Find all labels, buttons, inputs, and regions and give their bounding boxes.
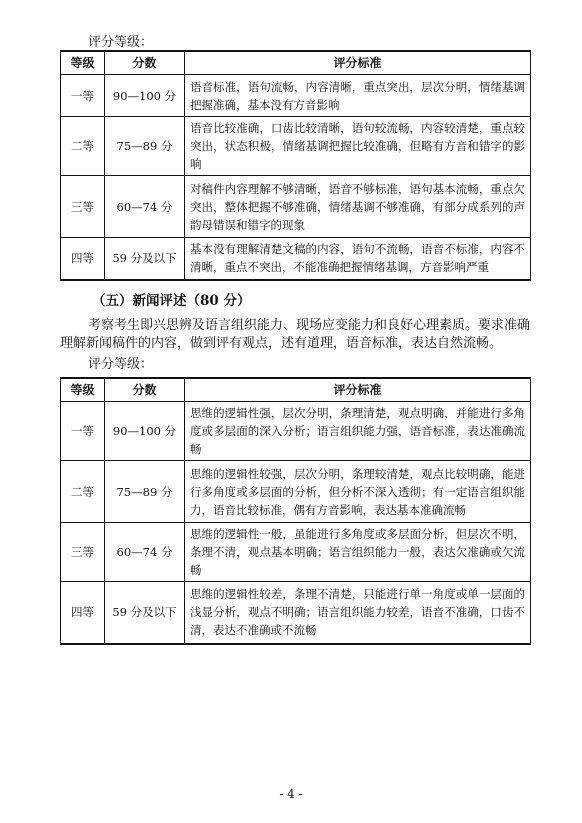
score-cell: 90—100 分 [105, 75, 185, 117]
score-cell: 75—89 分 [105, 117, 185, 176]
criteria-cell: 思维的逻辑性较差，条理不清楚，只能进行单一角度或单一层面的浅显分析，观点不明确；语言组织能力较差，语音不准确，口齿不清，表达不准确或不流畅 [185, 582, 531, 644]
grading-levels-label: 评分等级： [88, 357, 154, 372]
column-header-criteria: 评分标准 [185, 51, 531, 75]
news-commentary-rubric-table [60, 377, 531, 645]
table-row [61, 75, 531, 117]
level-cell: 三等 [61, 523, 105, 582]
criteria-cell: 思维的逻辑性一般，虽能进行多角度或多层面分析，但层次不明，条理不清，观点基本明确；语言组织能力一般，表达欠准确或欠流畅 [185, 523, 531, 582]
column-header-score: 分数 [105, 51, 185, 75]
section-heading: （五）新闻评述（80 分） [92, 293, 251, 309]
section-description: 考察考生即兴思辨及语言组织能力、现场应变能力和良好心理素质。要求准确理解新闻稿件的内容，做到评有观点，述有道理，语音标准，表达自然流畅。 [60, 318, 531, 351]
criteria-cell: 语音标准，语句流畅，内容清晰，重点突出，层次分明，情绪基调把握准确，基本没有方音影响 [185, 75, 531, 117]
level-cell: 四等 [61, 582, 105, 644]
level-cell: 二等 [61, 461, 105, 523]
level-cell: 四等 [61, 238, 105, 280]
table-row [61, 176, 531, 238]
column-header-level: 等级 [61, 51, 105, 75]
table-header-row [61, 51, 531, 75]
column-header-score: 分数 [105, 378, 185, 402]
table-row [61, 523, 531, 582]
criteria-cell: 思维的逻辑性较强，层次分明，条理较清楚，观点比较明确，能进行多角度或多层面的分析，但分析不深入透彻；有一定语言组织能力，语音比较标准，偶有方音影响，表达基本准确流畅 [185, 461, 531, 523]
table-row [61, 461, 531, 523]
score-cell: 75—89 分 [105, 461, 185, 523]
level-cell: 二等 [61, 117, 105, 176]
column-header-level: 等级 [61, 378, 105, 402]
level-cell: 一等 [61, 75, 105, 117]
score-cell: 59 分及以下 [105, 582, 185, 644]
table-row [61, 582, 531, 644]
criteria-cell: 语音比较准确，口齿比较清晰，语句较流畅，内容较清楚，重点较突出，状态积极，情绪基调把握比较准确，但略有方音和错字的影响 [185, 117, 531, 176]
score-cell: 59 分及以下 [105, 238, 185, 280]
reading-rubric-table [60, 50, 531, 281]
table-row [61, 402, 531, 461]
level-cell: 三等 [61, 176, 105, 238]
criteria-cell: 对稿件内容理解不够清晰，语音不够标准，语句基本流畅，重点欠突出，整体把握不够准确，情绪基调不够准确，有部分成系列的声韵母错误和错字的现象 [185, 176, 531, 238]
grading-levels-label: 评分等级： [88, 35, 154, 50]
level-cell: 一等 [61, 402, 105, 461]
table-row [61, 117, 531, 176]
table-header-row [61, 378, 531, 402]
criteria-cell: 基本没有理解清楚文稿的内容，语句不流畅，语音不标准，内容不清晰，重点不突出，不能准确把握情绪基调，方音影响严重 [185, 238, 531, 280]
score-cell: 60—74 分 [105, 176, 185, 238]
score-cell: 90—100 分 [105, 402, 185, 461]
criteria-cell: 思维的逻辑性强，层次分明，条理清楚，观点明确，并能进行多角度或多层面的深入分析；语言组织能力强，语音标准，表达准确流畅 [185, 402, 531, 461]
page-number: - 4 - [279, 787, 303, 801]
table-row [61, 238, 531, 280]
column-header-criteria: 评分标准 [185, 378, 531, 402]
score-cell: 60—74 分 [105, 523, 185, 582]
